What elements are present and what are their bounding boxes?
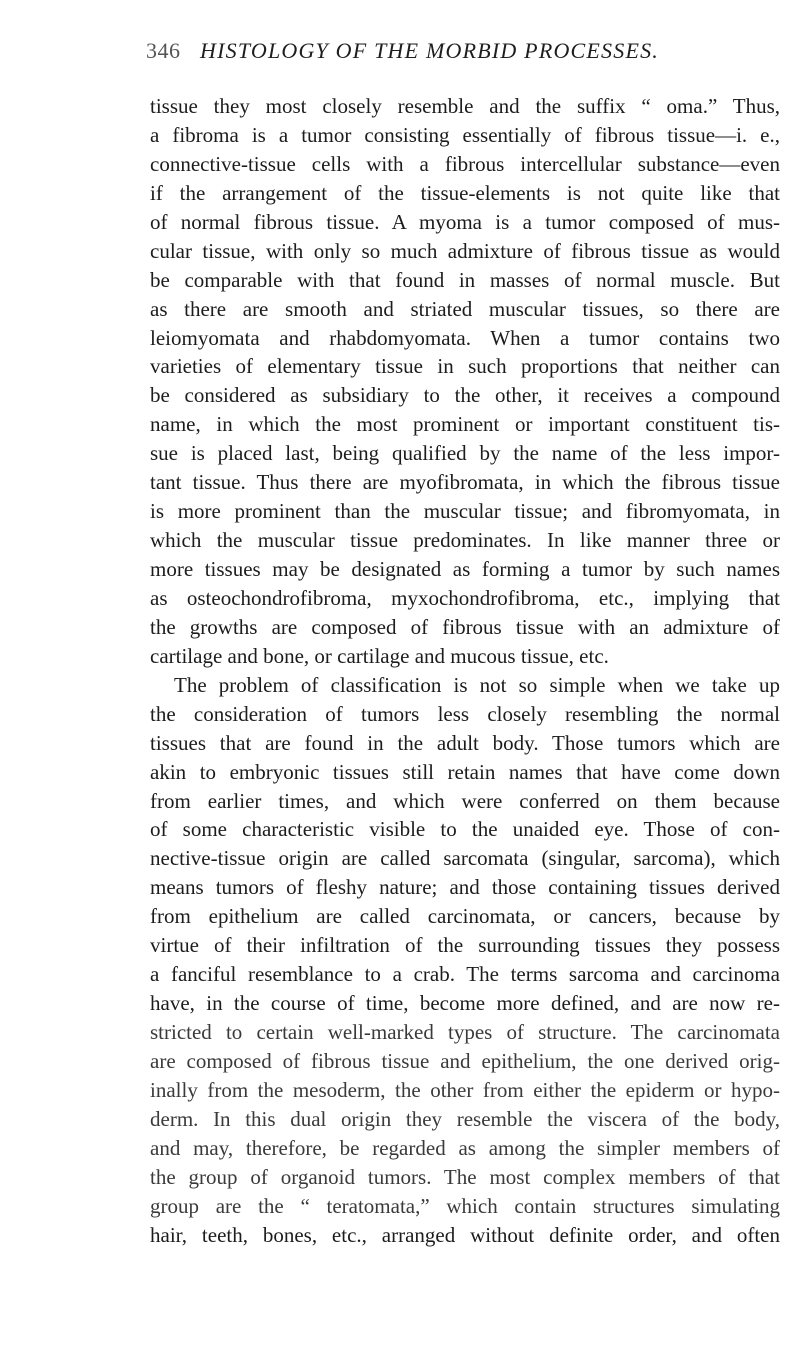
text-line: which the muscular tissue predominates. In like manner three or	[150, 528, 780, 553]
text-line: of normal fibrous tissue. A myoma is a tumor composed of mus-	[150, 209, 780, 234]
text-line: connective-tissue cells with a fibrous intercellular substance—even	[150, 151, 780, 176]
text-line: more tissues may be designated as forming a tumor by such names	[150, 557, 780, 581]
text-line: and may, therefore, be regarded as among the simpler members of	[150, 1135, 780, 1160]
text-line: have, in the course of time, become more defined, and are now re-	[150, 991, 780, 1016]
text-line: from earlier times, and which were conferred on them because	[150, 788, 780, 813]
text-line: derm. In this dual origin they resemble the viscera of the body,	[150, 1106, 780, 1131]
text-line: virtue of their infiltration of the surrounding tissues they possess	[150, 933, 780, 958]
text-line: is more prominent than the muscular tissue; and fibromyomata, in	[150, 499, 780, 524]
text-line: tissue they most closely resemble and the suffix “ oma.” Thus,	[150, 94, 780, 118]
text-line: as there are smooth and striated muscular tissues, so there are	[150, 296, 780, 321]
text-line: cular tissue, with only so much admixture of fibrous tissue as would	[150, 238, 780, 263]
text-line: the growths are composed of fibrous tissue with an admixture of	[150, 614, 780, 639]
text-line: The problem of classification is not so simple when we take up	[174, 672, 780, 697]
text-line: leiomyomata and rhabdomyomata. When a tumor contains two	[150, 325, 780, 350]
running-head: HISTOLOGY OF THE MORBID PROCESSES.	[200, 38, 659, 63]
text-line: group are the “ teratomata,” which contain structures simulating	[150, 1193, 780, 1218]
text-line: cartilage and bone, or cartilage and mucous tissue, etc.	[150, 643, 609, 668]
text-line: name, in which the most prominent or important constituent tis-	[150, 412, 780, 437]
text-line: of some characteristic visible to the unaided eye. Those of con-	[150, 817, 780, 842]
text-line: inally from the mesoderm, the other from either the epiderm or hypo-	[150, 1077, 780, 1102]
page-number: 346	[146, 38, 181, 63]
body-text	[150, 92, 780, 1250]
text-line: be comparable with that found in masses of normal muscle. But	[150, 267, 780, 292]
text-line: varieties of elementary tissue in such proportions that neither can	[150, 354, 780, 379]
text-line: a fibroma is a tumor consisting essentially of fibrous tissue—i. e.,	[150, 122, 780, 147]
text-line: if the arrangement of the tissue-elements is not quite like that	[150, 180, 780, 205]
text-line: means tumors of fleshy nature; and those containing tissues derived	[150, 875, 780, 900]
text-line: nective-tissue origin are called sarcomata (singular, sarcoma), which	[150, 846, 780, 871]
page-header	[0, 38, 800, 72]
text-line: hair, teeth, bones, etc., arranged without definite order, and often	[150, 1222, 780, 1247]
text-line: tant tissue. Thus there are myofibromata, in which the fibrous tissue	[150, 470, 780, 495]
text-line: stricted to certain well-marked types of structure. The carcinomata	[150, 1020, 780, 1044]
text-line: the consideration of tumors less closely resembling the normal	[150, 701, 780, 726]
text-line: the group of organoid tumors. The most complex members of that	[150, 1164, 780, 1189]
text-line: as osteochondrofibroma, myxochondrofibroma, etc., implying that	[150, 585, 780, 610]
text-line: akin to embryonic tissues still retain names that have come down	[150, 759, 780, 784]
text-line: a fanciful resemblance to a crab. The terms sarcoma and carcinoma	[150, 962, 780, 987]
text-line: sue is placed last, being qualified by the name of the less impor-	[150, 441, 780, 466]
text-line: be considered as subsidiary to the other, it receives a compound	[150, 383, 780, 408]
text-line: are composed of fibrous tissue and epithelium, the one derived orig-	[150, 1048, 780, 1073]
text-line: tissues that are found in the adult body. Those tumors which are	[150, 730, 780, 755]
text-line: from epithelium are called carcinomata, or cancers, because by	[150, 904, 780, 929]
